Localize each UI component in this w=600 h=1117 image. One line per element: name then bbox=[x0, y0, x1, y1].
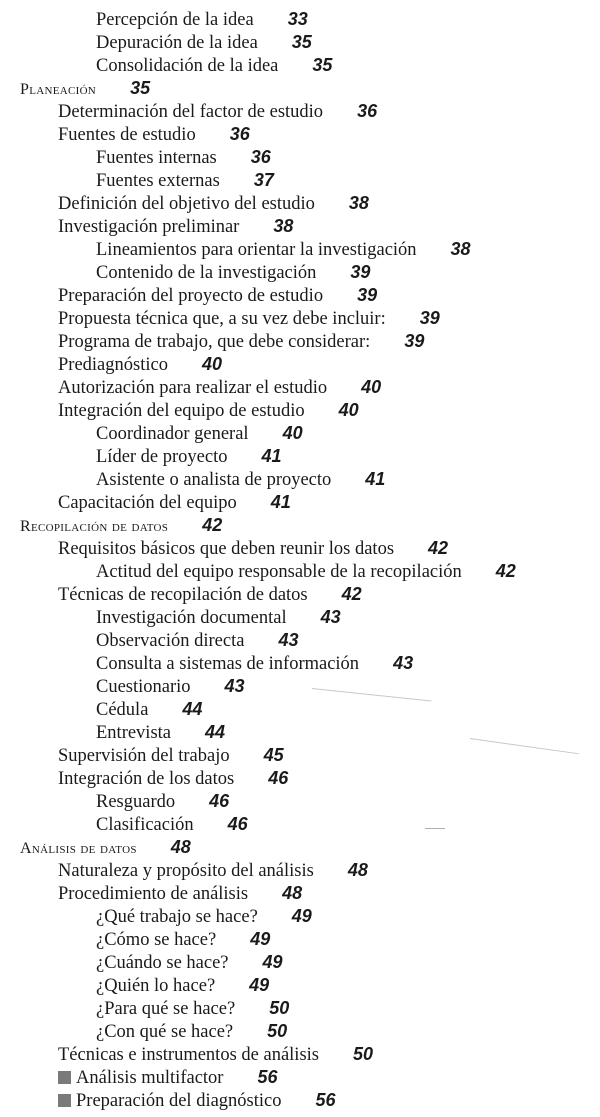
toc-page-number: 49 bbox=[291, 906, 312, 926]
toc-entry-title: Resguardo bbox=[96, 792, 176, 812]
toc-entry-title: Propuesta técnica que, a su vez debe incluir: bbox=[58, 309, 386, 329]
toc-page-number: 43 bbox=[393, 653, 414, 673]
toc-entry bbox=[0, 813, 600, 836]
toc-entry bbox=[0, 606, 600, 629]
toc-page-number: 42 bbox=[341, 584, 362, 604]
toc-entry bbox=[0, 330, 600, 353]
toc-entry bbox=[0, 1066, 600, 1089]
toc-entry bbox=[0, 767, 600, 790]
toc-entry-title: Preparación del proyecto de estudio bbox=[58, 286, 324, 306]
toc-entry bbox=[0, 882, 600, 905]
toc-entry bbox=[0, 31, 600, 54]
toc-entry bbox=[0, 261, 600, 284]
toc-page-number: 48 bbox=[347, 860, 368, 880]
toc-entry bbox=[0, 468, 600, 491]
toc-entry-title: Investigación documental bbox=[96, 608, 287, 628]
toc-entry-title: Técnicas e instrumentos de análisis bbox=[58, 1045, 319, 1065]
toc-entry-title: Lineamientos para orientar la investigación bbox=[96, 240, 417, 260]
toc-entry bbox=[0, 8, 600, 31]
toc-page-number: 36 bbox=[357, 101, 378, 121]
toc-entry-title: Procedimiento de análisis bbox=[58, 884, 249, 904]
toc-entry-title: Análisis multifactor bbox=[76, 1068, 224, 1088]
toc-entry bbox=[0, 215, 600, 238]
square-bullet-icon bbox=[58, 1071, 71, 1084]
toc-entry bbox=[0, 698, 600, 721]
toc-entry-title: Prediagnóstico bbox=[58, 355, 168, 375]
toc-page-number: 41 bbox=[365, 469, 386, 489]
toc-page-number: 49 bbox=[249, 975, 270, 995]
toc-entry bbox=[0, 54, 600, 77]
toc-page-number: 48 bbox=[282, 883, 303, 903]
toc-entry bbox=[0, 560, 600, 583]
toc-entry-title: Asistente o analista de proyecto bbox=[96, 470, 332, 490]
toc-entry-title: Investigación preliminar bbox=[58, 217, 240, 237]
toc-page-number: 42 bbox=[495, 561, 516, 581]
toc-entry-title: Programa de trabajo, que debe considerar: bbox=[58, 332, 371, 352]
toc-page-number: 56 bbox=[257, 1067, 278, 1087]
toc-page-number: 49 bbox=[262, 952, 283, 972]
toc-entry-title: Consolidación de la idea bbox=[96, 56, 279, 76]
toc-page-number: 43 bbox=[278, 630, 299, 650]
toc-entry-title: Cédula bbox=[96, 700, 149, 720]
toc-entry bbox=[0, 169, 600, 192]
toc-entry bbox=[0, 192, 600, 215]
toc-entry bbox=[0, 790, 600, 813]
toc-entry-title: Definición del objetivo del estudio bbox=[58, 194, 315, 214]
toc-entry-title: Entrevista bbox=[96, 723, 172, 743]
toc-page-number: 37 bbox=[253, 170, 274, 190]
toc-entry-title: Supervisión del trabajo bbox=[58, 746, 230, 766]
toc-page-number: 44 bbox=[205, 722, 226, 742]
toc-entry-title: Depuración de la idea bbox=[96, 33, 258, 53]
toc-entry bbox=[0, 675, 600, 698]
toc-entry-title: Percepción de la idea bbox=[96, 10, 254, 30]
square-bullet-icon bbox=[58, 1094, 71, 1107]
toc-entry-title: ¿Qué trabajo se hace? bbox=[96, 907, 258, 927]
toc-entry-title: Técnicas de recopilación de datos bbox=[58, 585, 308, 605]
toc-entry-title: Recopilación de datos bbox=[20, 518, 169, 535]
toc-entry bbox=[0, 238, 600, 261]
toc-entry-title: Requisitos básicos que deben reunir los datos bbox=[58, 539, 395, 559]
toc-entry bbox=[0, 445, 600, 468]
toc-entry-title: Integración de los datos bbox=[58, 769, 235, 789]
toc-page-number: 46 bbox=[268, 768, 289, 788]
toc-page-number: 50 bbox=[269, 998, 290, 1018]
toc-entry-title: Análisis de datos bbox=[20, 840, 137, 857]
toc-page-number: 38 bbox=[273, 216, 294, 236]
toc-section-heading bbox=[0, 77, 600, 100]
toc-entry-title: Clasificación bbox=[96, 815, 194, 835]
toc-entry-title: Fuentes internas bbox=[96, 148, 217, 168]
toc-entry bbox=[0, 859, 600, 882]
toc-entry-title: Cuestionario bbox=[96, 677, 191, 697]
table-of-contents bbox=[0, 8, 600, 1112]
toc-page-number: 33 bbox=[287, 9, 308, 29]
toc-entry bbox=[0, 1089, 600, 1112]
toc-entry bbox=[0, 583, 600, 606]
toc-page-number: 36 bbox=[250, 147, 271, 167]
toc-entry-title: ¿Cómo se hace? bbox=[96, 930, 217, 950]
toc-entry-title: Fuentes externas bbox=[96, 171, 220, 191]
toc-entry-title: Autorización para realizar el estudio bbox=[58, 378, 328, 398]
toc-entry-title: ¿Cuándo se hace? bbox=[96, 953, 229, 973]
toc-page-number: 43 bbox=[320, 607, 341, 627]
toc-page-number: 40 bbox=[338, 400, 359, 420]
toc-page-number: 36 bbox=[229, 124, 250, 144]
toc-entry bbox=[0, 974, 600, 997]
toc-entry-title: Naturaleza y propósito del análisis bbox=[58, 861, 314, 881]
toc-entry-title: Preparación del diagnóstico bbox=[76, 1091, 282, 1111]
toc-entry bbox=[0, 123, 600, 146]
toc-page-number: 35 bbox=[312, 55, 333, 75]
toc-page-number: 35 bbox=[291, 32, 312, 52]
toc-entry bbox=[0, 100, 600, 123]
toc-page-number: 50 bbox=[267, 1021, 288, 1041]
toc-entry-title: Actitud del equipo responsable de la recopilación bbox=[96, 562, 462, 582]
toc-entry bbox=[0, 744, 600, 767]
toc-page-number: 56 bbox=[315, 1090, 336, 1110]
toc-entry-title: Capacitación del equipo bbox=[58, 493, 237, 513]
toc-page-number: 42 bbox=[428, 538, 449, 558]
toc-entry bbox=[0, 284, 600, 307]
toc-page-number: 40 bbox=[361, 377, 382, 397]
toc-entry bbox=[0, 491, 600, 514]
toc-entry-title: ¿Quién lo hace? bbox=[96, 976, 216, 996]
toc-page-number: 39 bbox=[350, 262, 371, 282]
toc-page-number: 43 bbox=[224, 676, 245, 696]
toc-entry-title: ¿Para qué se hace? bbox=[96, 999, 236, 1019]
scan-mark bbox=[425, 828, 445, 829]
toc-entry-title: Planeación bbox=[20, 81, 97, 98]
toc-entry bbox=[0, 721, 600, 744]
toc-page-number: 48 bbox=[170, 837, 191, 857]
toc-page-number: 42 bbox=[202, 515, 223, 535]
toc-page-number: 39 bbox=[404, 331, 425, 351]
toc-entry-title: Coordinador general bbox=[96, 424, 249, 444]
toc-page-number: 46 bbox=[227, 814, 248, 834]
toc-entry-title: Observación directa bbox=[96, 631, 245, 651]
toc-entry bbox=[0, 307, 600, 330]
toc-page-number: 41 bbox=[270, 492, 291, 512]
toc-entry bbox=[0, 652, 600, 675]
toc-page-number: 46 bbox=[209, 791, 230, 811]
toc-entry bbox=[0, 951, 600, 974]
toc-entry-title: Líder de proyecto bbox=[96, 447, 228, 467]
toc-page-number: 38 bbox=[450, 239, 471, 259]
toc-entry bbox=[0, 905, 600, 928]
toc-section-heading bbox=[0, 514, 600, 537]
toc-page-number: 44 bbox=[182, 699, 203, 719]
toc-entry bbox=[0, 376, 600, 399]
toc-entry-title: Determinación del factor de estudio bbox=[58, 102, 324, 122]
toc-entry bbox=[0, 928, 600, 951]
toc-page-number: 39 bbox=[419, 308, 440, 328]
toc-entry-title: ¿Con qué se hace? bbox=[96, 1022, 234, 1042]
toc-entry bbox=[0, 1043, 600, 1066]
toc-entry bbox=[0, 997, 600, 1020]
toc-entry-title: Consulta a sistemas de información bbox=[96, 654, 360, 674]
toc-entry bbox=[0, 353, 600, 376]
toc-page-number: 45 bbox=[263, 745, 284, 765]
toc-entry bbox=[0, 629, 600, 652]
toc-page-number: 39 bbox=[357, 285, 378, 305]
toc-entry bbox=[0, 146, 600, 169]
toc-entry bbox=[0, 1020, 600, 1043]
toc-entry bbox=[0, 422, 600, 445]
toc-page-number: 40 bbox=[201, 354, 222, 374]
toc-page-number: 40 bbox=[282, 423, 303, 443]
toc-entry-title: Integración del equipo de estudio bbox=[58, 401, 305, 421]
toc-entry-title: Contenido de la investigación bbox=[96, 263, 317, 283]
toc-page-number: 49 bbox=[250, 929, 271, 949]
toc-section-heading bbox=[0, 836, 600, 859]
toc-page-number: 41 bbox=[261, 446, 282, 466]
toc-entry bbox=[0, 537, 600, 560]
toc-page-number: 50 bbox=[352, 1044, 374, 1064]
toc-page-number: 38 bbox=[348, 193, 369, 213]
toc-page-number: 35 bbox=[130, 78, 151, 98]
toc-entry bbox=[0, 399, 600, 422]
toc-entry-title: Fuentes de estudio bbox=[58, 125, 196, 145]
